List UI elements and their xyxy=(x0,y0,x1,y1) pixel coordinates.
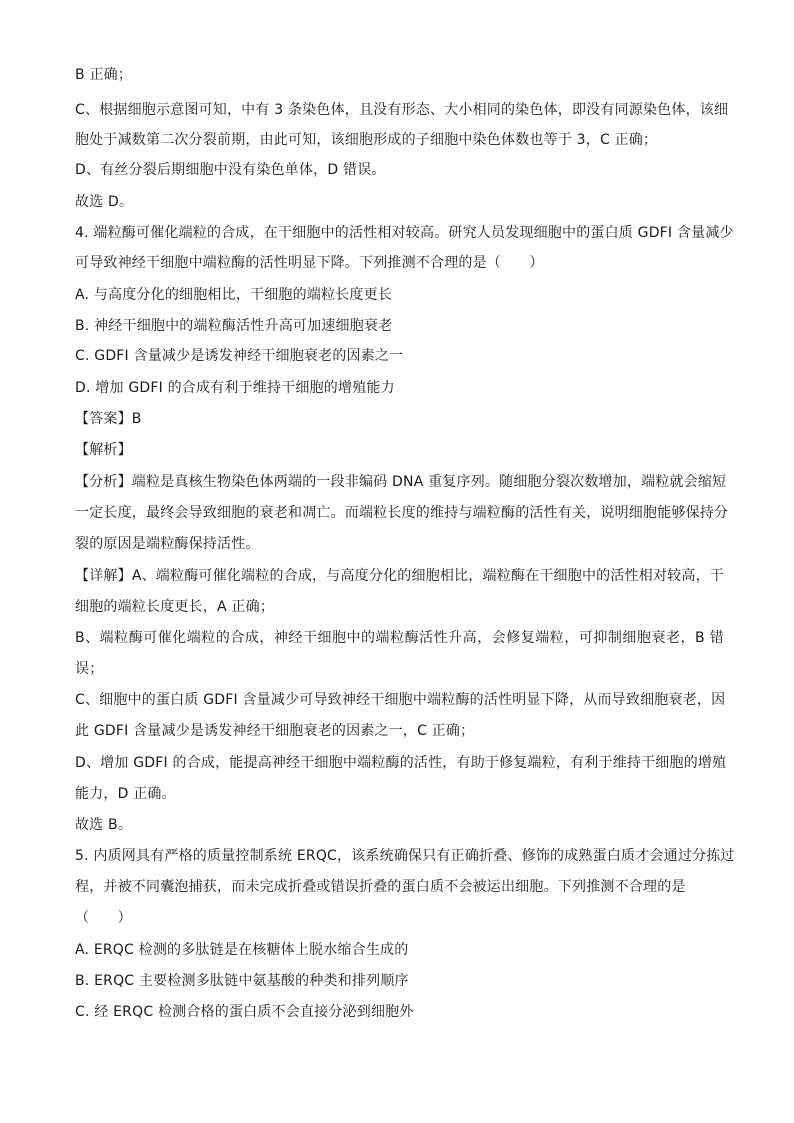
option-a: A. 与高度分化的细胞相比，干细胞的端粒长度更长 xyxy=(75,287,393,303)
option-a: A. ERQC 检测的多肽链是在核糖体上脱水缩合生成的 xyxy=(75,942,409,958)
option-b: B. 神经干细胞中的端粒酶活性升高可加速细胞衰老 xyxy=(75,318,393,334)
question-5-stem: 5. 内质网具有严格的质量控制系统 ERQC，该系统确保只有正确折叠、修饰的成熟蛋白质才会通过分拣过 xyxy=(75,848,735,864)
text-line: D、有丝分裂后期细胞中没有染色单体，D 错误。 xyxy=(75,162,386,178)
text-line: 故选 B。 xyxy=(75,817,133,833)
text-line: C、根据细胞示意图可知，中有 3 条染色体，且没有形态、大小相同的染色体，即没有同源染色体，该细 xyxy=(75,102,729,118)
option-d: D. 增加 GDFI 的合成有利于维持干细胞的增殖能力 xyxy=(75,380,395,396)
text-line: 【分析】端粒是真核生物染色体两端的一段非编码 DNA 重复序列。随细胞分裂次数增加，端粒就会缩短 xyxy=(75,474,727,490)
question-4-stem: 4. 端粒酶可催化端粒的合成，在干细胞中的活性相对较高。研究人员发现细胞中的蛋白质 GDFI 含量减少 xyxy=(75,225,734,241)
question-5-bracket: （ ） xyxy=(75,910,132,926)
option-c: C. GDFI 含量减少是诱发神经干细胞衰老的因素之一 xyxy=(75,348,404,364)
text-line: C、细胞中的蛋白质 GDFI 含量减少可导致神经干细胞中端粒酶的活性明显下降，从而导致细胞衰老，因 xyxy=(75,692,726,708)
option-b: B. ERQC 主要检测多肽链中氨基酸的种类和排列顺序 xyxy=(75,973,409,989)
option-c: C. 经 ERQC 检测合格的蛋白质不会直接分泌到细胞外 xyxy=(75,1004,414,1020)
text-line: 能力，D 正确。 xyxy=(75,786,176,802)
text-line: 此 GDFI 含量减少是诱发神经干细胞衰老的因素之一，C 正确； xyxy=(75,723,475,739)
text-line: B 正确； xyxy=(75,67,133,83)
text-line: 故选 D。 xyxy=(75,194,134,210)
analysis-label: 【解析】 xyxy=(75,442,132,458)
text-line: 胞处于减数第二次分裂前期，由此可知，该细胞形成的子细胞中染色体数也等于 3，C 正确； xyxy=(75,132,658,148)
answer-label: 【答案】B xyxy=(75,411,142,427)
text-line: D、增加 GDFI 的合成，能提高神经干细胞中端粒酶的活性，有助于修复端粒，有利于维持干细胞的增殖 xyxy=(75,755,727,771)
text-line: 一定长度，最终会导致细胞的衰老和凋亡。而端粒长度的维持与端粒酶的活性有关，说明细胞能够保持分 xyxy=(75,505,729,521)
text-line: 误； xyxy=(75,661,104,677)
text-line: 【详解】A、端粒酶可催化端粒的合成，与高度分化的细胞相比，端粒酶在干细胞中的活性相对较高，干 xyxy=(75,568,724,584)
text-line: B、端粒酶可催化端粒的合成，神经干细胞中的端粒酶活性升高，会修复端粒，可抑制细胞衰老，B 错 xyxy=(75,630,724,646)
question-4-stem-cont: 可导致神经干细胞中端粒酶的活性明显下降。下列推测不合理的是（ ） xyxy=(75,255,544,271)
question-5-stem-cont: 程，并被不同囊泡捕获，而未完成折叠或错误折叠的蛋白质不会被运出细胞。下列推测不合理的是 xyxy=(75,879,686,895)
text-line: 裂的原因是端粒酶保持活性。 xyxy=(75,536,260,552)
text-line: 细胞的端粒长度更长，A 正确； xyxy=(75,599,275,615)
